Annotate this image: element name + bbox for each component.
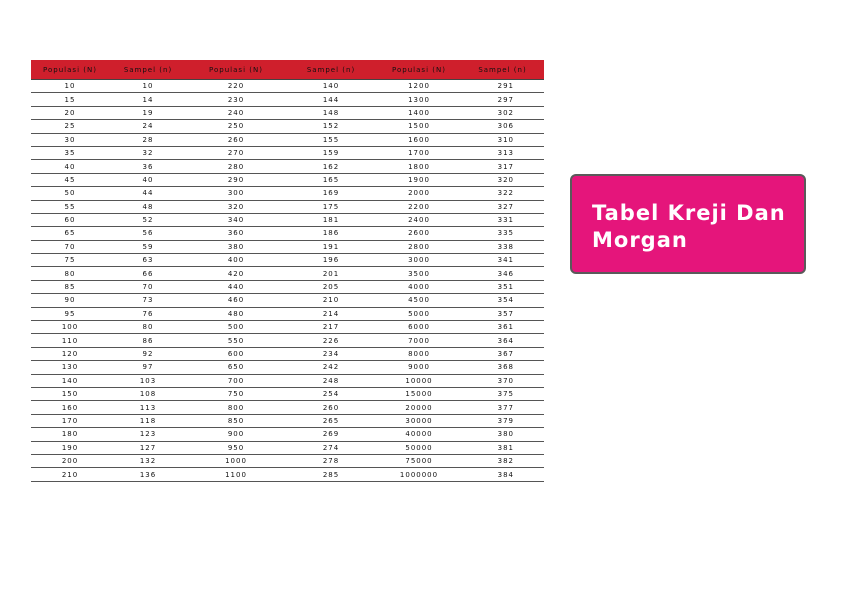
table-cell: 28 bbox=[109, 133, 187, 146]
table-cell: 169 bbox=[285, 187, 377, 200]
table-row bbox=[31, 120, 544, 133]
table-cell: 127 bbox=[109, 441, 187, 454]
table-cell: 2600 bbox=[377, 227, 461, 240]
header-sampel-3: Sampel (n) bbox=[461, 60, 544, 80]
table-cell: 254 bbox=[285, 387, 377, 400]
table-cell: 1500 bbox=[377, 120, 461, 133]
table-cell: 155 bbox=[285, 133, 377, 146]
table-row bbox=[31, 387, 544, 400]
table-cell: 1300 bbox=[377, 93, 461, 106]
table-cell: 331 bbox=[461, 213, 544, 226]
table-cell: 270 bbox=[187, 146, 285, 159]
table-cell: 242 bbox=[285, 361, 377, 374]
table-cell: 320 bbox=[187, 200, 285, 213]
table-row bbox=[31, 254, 544, 267]
table-cell: 180 bbox=[31, 428, 109, 441]
table-cell: 2200 bbox=[377, 200, 461, 213]
table-cell: 191 bbox=[285, 240, 377, 253]
table-cell: 380 bbox=[461, 428, 544, 441]
table-cell: 750 bbox=[187, 387, 285, 400]
table-cell: 100 bbox=[31, 321, 109, 334]
table-cell: 110 bbox=[31, 334, 109, 347]
table-row bbox=[31, 454, 544, 467]
table-row bbox=[31, 294, 544, 307]
table-cell: 75 bbox=[31, 254, 109, 267]
table-cell: 800 bbox=[187, 401, 285, 414]
table-cell: 379 bbox=[461, 414, 544, 427]
table-cell: 120 bbox=[31, 347, 109, 360]
table-cell: 1700 bbox=[377, 146, 461, 159]
table-cell: 80 bbox=[109, 321, 187, 334]
table-cell: 40000 bbox=[377, 428, 461, 441]
table-cell: 165 bbox=[285, 173, 377, 186]
krejcie-morgan-table bbox=[31, 60, 544, 482]
table-cell: 190 bbox=[31, 441, 109, 454]
table-cell: 63 bbox=[109, 254, 187, 267]
table-cell: 181 bbox=[285, 213, 377, 226]
table-cell: 92 bbox=[109, 347, 187, 360]
table-cell: 95 bbox=[31, 307, 109, 320]
table-row bbox=[31, 106, 544, 119]
table-cell: 265 bbox=[285, 414, 377, 427]
table-cell: 86 bbox=[109, 334, 187, 347]
table-row bbox=[31, 441, 544, 454]
table-cell: 200 bbox=[31, 454, 109, 467]
table-cell: 80 bbox=[31, 267, 109, 280]
table-cell: 48 bbox=[109, 200, 187, 213]
table-cell: 384 bbox=[461, 468, 544, 481]
table-row bbox=[31, 240, 544, 253]
table-cell: 297 bbox=[461, 93, 544, 106]
table-cell: 357 bbox=[461, 307, 544, 320]
table-cell: 30000 bbox=[377, 414, 461, 427]
table-cell: 500 bbox=[187, 321, 285, 334]
table-cell: 20000 bbox=[377, 401, 461, 414]
table-cell: 152 bbox=[285, 120, 377, 133]
header-populasi-1: Populasi (N) bbox=[31, 60, 109, 80]
table-row bbox=[31, 307, 544, 320]
table-row bbox=[31, 133, 544, 146]
table-cell: 375 bbox=[461, 387, 544, 400]
header-populasi-2: Populasi (N) bbox=[187, 60, 285, 80]
table-row bbox=[31, 428, 544, 441]
table-cell: 338 bbox=[461, 240, 544, 253]
table-cell: 36 bbox=[109, 160, 187, 173]
table-cell: 59 bbox=[109, 240, 187, 253]
table-cell: 201 bbox=[285, 267, 377, 280]
table-cell: 90 bbox=[31, 294, 109, 307]
table-cell: 97 bbox=[109, 361, 187, 374]
table-cell: 144 bbox=[285, 93, 377, 106]
table-cell: 170 bbox=[31, 414, 109, 427]
table-cell: 400 bbox=[187, 254, 285, 267]
table-cell: 250 bbox=[187, 120, 285, 133]
table-cell: 360 bbox=[187, 227, 285, 240]
table-cell: 364 bbox=[461, 334, 544, 347]
table-cell: 60 bbox=[31, 213, 109, 226]
table-cell: 136 bbox=[109, 468, 187, 481]
header-sampel-2: Sampel (n) bbox=[285, 60, 377, 80]
table-cell: 70 bbox=[31, 240, 109, 253]
table-cell: 113 bbox=[109, 401, 187, 414]
table-cell: 8000 bbox=[377, 347, 461, 360]
table-cell: 300 bbox=[187, 187, 285, 200]
table-cell: 480 bbox=[187, 307, 285, 320]
table-row bbox=[31, 160, 544, 173]
table-cell: 900 bbox=[187, 428, 285, 441]
table-cell: 52 bbox=[109, 213, 187, 226]
table-cell: 70 bbox=[109, 280, 187, 293]
table-cell: 15 bbox=[31, 93, 109, 106]
table-cell: 19 bbox=[109, 106, 187, 119]
table-cell: 380 bbox=[187, 240, 285, 253]
table-cell: 285 bbox=[285, 468, 377, 481]
table-cell: 66 bbox=[109, 267, 187, 280]
table-cell: 10000 bbox=[377, 374, 461, 387]
table-cell: 1800 bbox=[377, 160, 461, 173]
table-cell: 382 bbox=[461, 454, 544, 467]
table-cell: 159 bbox=[285, 146, 377, 159]
table-cell: 310 bbox=[461, 133, 544, 146]
table-row bbox=[31, 321, 544, 334]
table-cell: 210 bbox=[31, 468, 109, 481]
table-cell: 130 bbox=[31, 361, 109, 374]
table-cell: 76 bbox=[109, 307, 187, 320]
table-cell: 306 bbox=[461, 120, 544, 133]
table-cell: 850 bbox=[187, 414, 285, 427]
table-cell: 14 bbox=[109, 93, 187, 106]
title-text: Tabel Kreji Dan Morgan bbox=[592, 201, 786, 252]
table-cell: 420 bbox=[187, 267, 285, 280]
table-cell: 40 bbox=[109, 173, 187, 186]
table-row bbox=[31, 80, 544, 93]
table-row bbox=[31, 200, 544, 213]
table-cell: 162 bbox=[285, 160, 377, 173]
table-cell: 313 bbox=[461, 146, 544, 159]
table-cell: 140 bbox=[31, 374, 109, 387]
table-cell: 217 bbox=[285, 321, 377, 334]
table-cell: 291 bbox=[461, 80, 544, 93]
table-cell: 50 bbox=[31, 187, 109, 200]
table-cell: 302 bbox=[461, 106, 544, 119]
table-row bbox=[31, 347, 544, 360]
table-cell: 260 bbox=[285, 401, 377, 414]
table-cell: 278 bbox=[285, 454, 377, 467]
table-row bbox=[31, 280, 544, 293]
table-cell: 5000 bbox=[377, 307, 461, 320]
table-cell: 1100 bbox=[187, 468, 285, 481]
table-cell: 2800 bbox=[377, 240, 461, 253]
table-cell: 196 bbox=[285, 254, 377, 267]
table-row bbox=[31, 146, 544, 159]
table-cell: 1000 bbox=[187, 454, 285, 467]
table-cell: 346 bbox=[461, 267, 544, 280]
table-cell: 123 bbox=[109, 428, 187, 441]
table-cell: 186 bbox=[285, 227, 377, 240]
table-cell: 9000 bbox=[377, 361, 461, 374]
table-cell: 290 bbox=[187, 173, 285, 186]
table-cell: 440 bbox=[187, 280, 285, 293]
table-cell: 248 bbox=[285, 374, 377, 387]
table-cell: 32 bbox=[109, 146, 187, 159]
table-cell: 15000 bbox=[377, 387, 461, 400]
table-cell: 550 bbox=[187, 334, 285, 347]
title-box bbox=[570, 174, 806, 274]
table-cell: 226 bbox=[285, 334, 377, 347]
table-cell: 317 bbox=[461, 160, 544, 173]
table-cell: 214 bbox=[285, 307, 377, 320]
table-cell: 280 bbox=[187, 160, 285, 173]
table-row bbox=[31, 267, 544, 280]
table-cell: 1400 bbox=[377, 106, 461, 119]
table-cell: 460 bbox=[187, 294, 285, 307]
table-row bbox=[31, 414, 544, 427]
table-cell: 30 bbox=[31, 133, 109, 146]
table-cell: 4500 bbox=[377, 294, 461, 307]
table-cell: 269 bbox=[285, 428, 377, 441]
table-cell: 320 bbox=[461, 173, 544, 186]
table-cell: 50000 bbox=[377, 441, 461, 454]
header-populasi-3: Populasi (N) bbox=[377, 60, 461, 80]
table-cell: 600 bbox=[187, 347, 285, 360]
table-cell: 56 bbox=[109, 227, 187, 240]
table-row bbox=[31, 93, 544, 106]
header-sampel-1: Sampel (n) bbox=[109, 60, 187, 80]
table-cell: 148 bbox=[285, 106, 377, 119]
table-cell: 370 bbox=[461, 374, 544, 387]
table-cell: 205 bbox=[285, 280, 377, 293]
table-cell: 367 bbox=[461, 347, 544, 360]
table-row bbox=[31, 374, 544, 387]
table-cell: 103 bbox=[109, 374, 187, 387]
table-row bbox=[31, 213, 544, 226]
table-cell: 650 bbox=[187, 361, 285, 374]
table-cell: 108 bbox=[109, 387, 187, 400]
table-cell: 234 bbox=[285, 347, 377, 360]
table-cell: 118 bbox=[109, 414, 187, 427]
table-cell: 45 bbox=[31, 173, 109, 186]
table-cell: 950 bbox=[187, 441, 285, 454]
table-cell: 327 bbox=[461, 200, 544, 213]
table-cell: 361 bbox=[461, 321, 544, 334]
table-cell: 260 bbox=[187, 133, 285, 146]
table-row bbox=[31, 334, 544, 347]
table-cell: 55 bbox=[31, 200, 109, 213]
table-cell: 210 bbox=[285, 294, 377, 307]
table-row bbox=[31, 468, 544, 481]
table-cell: 175 bbox=[285, 200, 377, 213]
table-cell: 6000 bbox=[377, 321, 461, 334]
table-cell: 1200 bbox=[377, 80, 461, 93]
table-row bbox=[31, 173, 544, 186]
table-cell: 150 bbox=[31, 387, 109, 400]
table-cell: 240 bbox=[187, 106, 285, 119]
table-cell: 65 bbox=[31, 227, 109, 240]
table-cell: 73 bbox=[109, 294, 187, 307]
table-cell: 160 bbox=[31, 401, 109, 414]
table-cell: 10 bbox=[109, 80, 187, 93]
table-cell: 351 bbox=[461, 280, 544, 293]
table-cell: 20 bbox=[31, 106, 109, 119]
table-cell: 25 bbox=[31, 120, 109, 133]
table-cell: 340 bbox=[187, 213, 285, 226]
table-cell: 322 bbox=[461, 187, 544, 200]
table-header-row bbox=[31, 60, 544, 80]
table-row bbox=[31, 187, 544, 200]
table-cell: 24 bbox=[109, 120, 187, 133]
table-cell: 132 bbox=[109, 454, 187, 467]
table-cell: 1600 bbox=[377, 133, 461, 146]
table-cell: 341 bbox=[461, 254, 544, 267]
table-cell: 44 bbox=[109, 187, 187, 200]
table-cell: 4000 bbox=[377, 280, 461, 293]
table-cell: 1900 bbox=[377, 173, 461, 186]
table-cell: 85 bbox=[31, 280, 109, 293]
table-row bbox=[31, 401, 544, 414]
table-cell: 2400 bbox=[377, 213, 461, 226]
table-cell: 1000000 bbox=[377, 468, 461, 481]
table-cell: 230 bbox=[187, 93, 285, 106]
table-cell: 3000 bbox=[377, 254, 461, 267]
table-cell: 140 bbox=[285, 80, 377, 93]
table-cell: 10 bbox=[31, 80, 109, 93]
table-row bbox=[31, 227, 544, 240]
table-cell: 35 bbox=[31, 146, 109, 159]
table-cell: 368 bbox=[461, 361, 544, 374]
table-cell: 700 bbox=[187, 374, 285, 387]
table-cell: 354 bbox=[461, 294, 544, 307]
table-cell: 335 bbox=[461, 227, 544, 240]
table-cell: 3500 bbox=[377, 267, 461, 280]
table-cell: 220 bbox=[187, 80, 285, 93]
table-cell: 7000 bbox=[377, 334, 461, 347]
table-cell: 40 bbox=[31, 160, 109, 173]
table-cell: 274 bbox=[285, 441, 377, 454]
table-cell: 381 bbox=[461, 441, 544, 454]
table-cell: 2000 bbox=[377, 187, 461, 200]
table-cell: 377 bbox=[461, 401, 544, 414]
table-cell: 75000 bbox=[377, 454, 461, 467]
table-row bbox=[31, 361, 544, 374]
